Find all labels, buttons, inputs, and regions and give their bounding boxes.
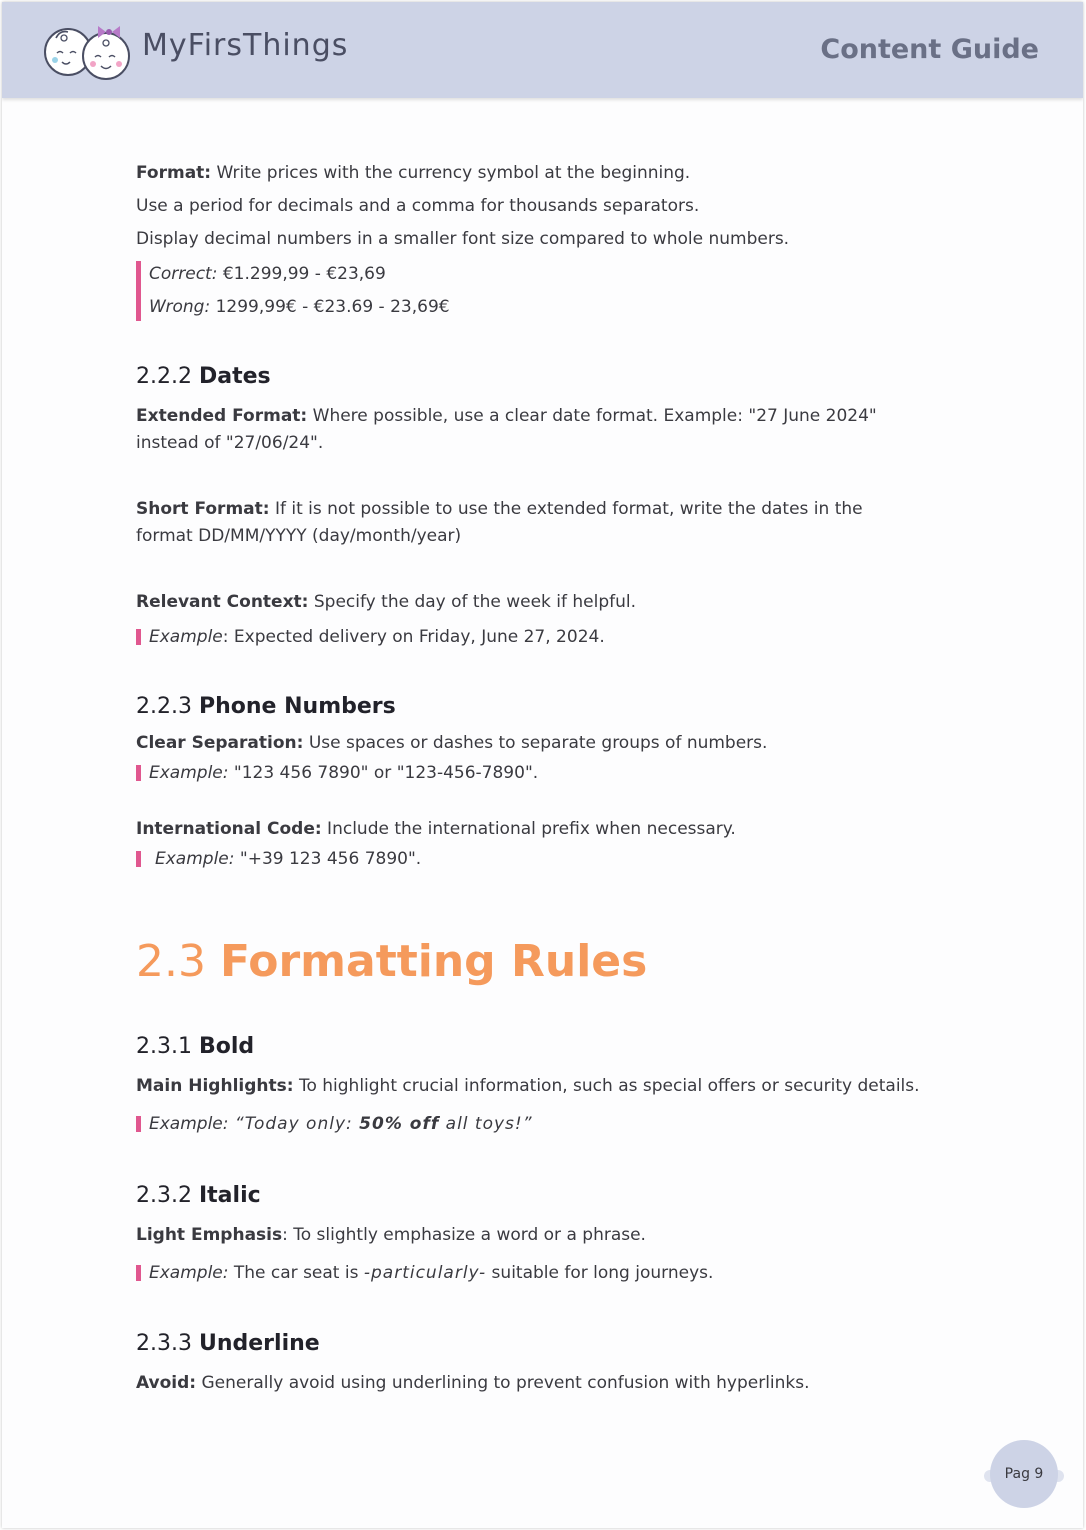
prices-line-2: Use a period for decimals and a comma for thousands separators. <box>136 196 700 216</box>
prices-correct-example <box>149 264 386 284</box>
page-number: Pag 9 <box>1004 1466 1044 1482</box>
section-title: Phone Numbers <box>198 694 396 719</box>
example-label: Example: <box>149 1114 229 1134</box>
section-title: Dates <box>198 364 271 389</box>
section-number: 2.2.3 <box>136 694 199 719</box>
phones-international-text: Include the international prefix when necessary. <box>321 819 736 839</box>
section-heading-italic <box>136 1183 261 1208</box>
example-label: Example <box>149 627 223 647</box>
italic-emphasis-line <box>136 1222 646 1249</box>
section-heading-phone-numbers <box>136 694 396 719</box>
example-quote-start: “Today only: <box>228 1114 360 1134</box>
section-heading-bold <box>136 1034 254 1059</box>
bold-highlights-text: To highlight crucial information, such as special offers or security details. <box>293 1076 920 1096</box>
phones-example-2 <box>155 849 421 869</box>
example-text-start: The car seat is <box>228 1263 364 1283</box>
underline-avoid-label: Avoid: <box>136 1373 197 1393</box>
section-heading-underline <box>136 1331 320 1356</box>
dates-short-line-2: format DD/MM/YYYY (day/month/year) <box>136 526 462 546</box>
document-page <box>2 2 1083 1528</box>
dates-context-label: Relevant Context: <box>136 592 309 612</box>
chapter-title: Formatting Rules <box>219 936 648 987</box>
underline-avoid-line <box>136 1370 810 1397</box>
example-italic-text: -particularly- <box>363 1263 487 1283</box>
chapter-number: 2.3 <box>136 936 220 987</box>
example-text-end: suitable for long journeys. <box>486 1263 714 1283</box>
prices-format-line <box>136 160 690 187</box>
dates-context-text: Specify the day of the week if helpful. <box>308 592 637 612</box>
phones-example-1 <box>149 763 538 783</box>
example-bar <box>136 851 141 867</box>
phones-separation-label: Clear Separation: <box>136 733 304 753</box>
dates-context-line <box>136 589 636 616</box>
phones-international-line <box>136 816 736 843</box>
example-quote-end: all toys!” <box>439 1114 533 1134</box>
dates-extended-text: Where possible, use a clear date format. Example: "27 June 2024" <box>307 406 877 426</box>
example-bar <box>136 1116 141 1132</box>
dates-short-label: Short Format: <box>136 499 270 519</box>
bold-highlights-label: Main Highlights: <box>136 1076 294 1096</box>
example-text: : Expected delivery on Friday, June 27, 2024. <box>222 627 605 647</box>
correct-text: €1.299,99 - €23,69 <box>217 264 386 284</box>
example-bar <box>136 765 141 781</box>
phones-international-label: International Code: <box>136 819 322 839</box>
bold-example <box>149 1114 533 1134</box>
header-title: Content Guide <box>820 34 1039 65</box>
prices-format-label: Format: <box>136 163 212 183</box>
dates-example <box>149 627 605 647</box>
example-label: Example: <box>149 763 229 783</box>
wrong-text: 1299,99€ - €23.69 - 23,69€ <box>210 297 450 317</box>
correct-label: Correct: <box>149 264 218 284</box>
example-bar <box>136 629 141 645</box>
dates-short-line <box>136 496 863 523</box>
prices-wrong-example <box>149 297 450 317</box>
brand-logo-text: MyFirsThings <box>142 28 349 63</box>
prices-format-text: Write prices with the currency symbol at the beginning. <box>211 163 691 183</box>
page-header <box>2 2 1083 98</box>
section-number: 2.3.2 <box>136 1183 199 1208</box>
section-title: Underline <box>198 1331 320 1356</box>
italic-example <box>149 1263 713 1283</box>
section-title: Bold <box>198 1034 255 1059</box>
italic-emphasis-text: : To slightly emphasize a word or a phrase. <box>282 1225 646 1245</box>
wrong-label: Wrong: <box>149 297 211 317</box>
dates-extended-line <box>136 403 877 430</box>
example-text: "+39 123 456 7890". <box>234 849 422 869</box>
bold-highlights-line <box>136 1073 920 1100</box>
phones-separation-line <box>136 730 767 757</box>
example-bold-text: 50% off <box>359 1114 440 1134</box>
section-number: 2.2.2 <box>136 364 199 389</box>
page-number-badge <box>990 1440 1058 1508</box>
chapter-heading-formatting-rules <box>136 936 647 987</box>
example-text: "123 456 7890" or "123-456-7890". <box>228 763 539 783</box>
section-number: 2.3.1 <box>136 1034 199 1059</box>
example-bar <box>136 1265 141 1281</box>
babies-logo-icon <box>40 16 136 86</box>
section-number: 2.3.3 <box>136 1331 199 1356</box>
italic-emphasis-label: Light Emphasis <box>136 1225 283 1245</box>
example-bar <box>136 261 141 321</box>
section-heading-dates <box>136 364 271 389</box>
dates-short-text: If it is not possible to use the extended format, write the dates in the <box>269 499 863 519</box>
underline-avoid-text: Generally avoid using underlining to prevent confusion with hyperlinks. <box>196 1373 810 1393</box>
dates-extended-line-2: instead of "27/06/24". <box>136 433 324 453</box>
phones-separation-text: Use spaces or dashes to separate groups of numbers. <box>303 733 768 753</box>
example-label: Example: <box>155 849 235 869</box>
example-label: Example: <box>149 1263 229 1283</box>
dates-extended-label: Extended Format: <box>136 406 308 426</box>
prices-line-3: Display decimal numbers in a smaller font size compared to whole numbers. <box>136 229 790 249</box>
section-title: Italic <box>198 1183 261 1208</box>
